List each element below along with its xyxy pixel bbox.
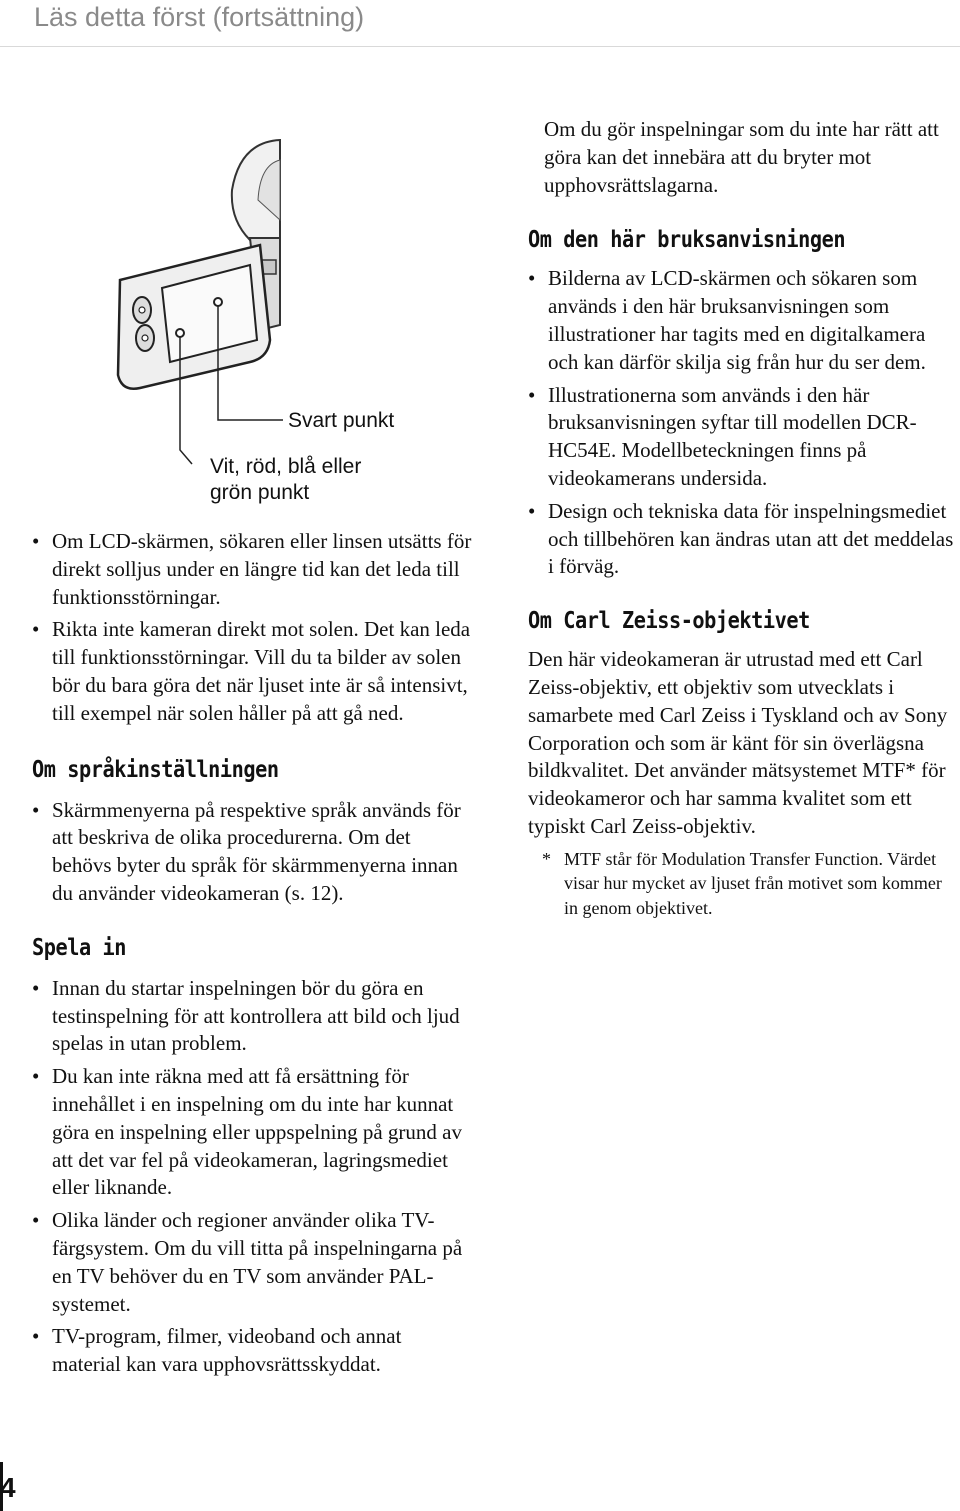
list-item: • Du kan inte räkna med att få ersättning för innehållet i en inspelning om du inte har kunnat göra en inspelning eller uppspelning på grund av att det var fel på videokameran, lagringsmediet eller liknande.	[32, 1064, 462, 1200]
list-item: • Design och tekniska data för inspelningsmediet och tillbehören kan ändras utan att det meddelas i förväg.	[528, 498, 954, 579]
list-item: • Bilderna av LCD-skärmen och sökaren som används i den här bruksanvisningen som illustrationer har tagits med en digitalkamera och kan därför skilja sig från hur du ser dem.	[528, 266, 926, 374]
list-item: • Om LCD-skärmen, sökaren eller linsen utsätts för direkt solljus under en längre tid kan det leda till funktionsstörningar.	[32, 529, 472, 609]
bullet-icon: •	[32, 797, 40, 822]
bullet-icon: •	[32, 975, 40, 1000]
bullet-icon: •	[528, 382, 536, 407]
page-title: Läs detta först (fortsättning)	[34, 2, 365, 32]
list-item: • Rikta inte kameran direkt mot solen. Det kan leda till funktionsstörningar. Vill du ta bilder av solen bör du bara göra det när ljuset inte är så intensivt, till exempel när solen håller på att gå ned.	[32, 617, 471, 725]
header-divider	[0, 46, 960, 47]
page-number: 4	[0, 1472, 16, 1503]
section-heading-language: Om språkinställningen	[32, 756, 279, 783]
bullet-icon: •	[528, 498, 536, 523]
footnote: * MTF står för Modulation Transfer Function. Värdet visar hur mycket av ljuset från motivet som kommer in genom objektivet.	[542, 848, 942, 918]
section-heading-zeiss: Om Carl Zeiss-objektivet	[528, 608, 810, 635]
list-item: • Illustrationerna som används i den här bruksanvisningen syftar till modellen DCR-HC54E. Modellbeteckningen finns på videokamerans undersida.	[528, 382, 917, 490]
left-column	[32, 528, 472, 1384]
bullet-icon: •	[32, 617, 40, 642]
bullet-icon: •	[32, 1324, 40, 1349]
callout-black-dot: Svart punkt	[288, 409, 395, 432]
bullet-icon: •	[32, 1208, 40, 1233]
section-heading-record: Spela in	[32, 934, 126, 961]
bullet-icon: •	[32, 529, 40, 553]
intro-paragraph: Om du gör inspelningar som du inte har rätt att göra kan det innebära att du bryter mot upphovsrättslagarna.	[544, 117, 939, 197]
list-item: • TV-program, filmer, videoband och annat material kan vara upphovsrättsskyddat.	[32, 1324, 402, 1377]
callout-color-dot-line1: Vit, röd, blå eller	[210, 455, 362, 478]
callout-color-dot-line2: grön punkt	[210, 481, 310, 504]
list-item: • Skärmmenyerna på respektive språk används för att beskriva de olika procedurerna. Om det behövs byter du språk för skärmmenyerna innan du använder videokameran (s. 12).	[32, 797, 461, 905]
bullet-icon: •	[32, 1064, 40, 1089]
section-heading-manual: Om den här bruksanvisningen	[528, 227, 846, 254]
list-item: • Innan du startar inspelningen bör du göra en testinspelning för att kontrollera att bild och ljud spelas in utan problem.	[32, 975, 460, 1056]
bullet-icon: •	[528, 266, 536, 291]
zeiss-paragraph: Den här videokameran är utrustad med ett Carl Zeiss-objektiv, ett objektiv som utvecklats i samarbete med Carl Zeiss i Tyskland och av Sony Corporation och som är känt för sin överlägsna bildkvalitet. Det använder mätsystemet MTF* för videokameror och har samma kvalitet som ett typiskt Carl Zeiss-objektiv.	[528, 647, 948, 838]
right-column	[528, 116, 958, 920]
footnote-star: *	[542, 848, 551, 869]
list-item: • Olika länder och regioner använder olika TV-färgsystem. Om du vill titta på inspelningarna på en TV behöver du en TV som använder PAL-systemet.	[32, 1208, 463, 1316]
